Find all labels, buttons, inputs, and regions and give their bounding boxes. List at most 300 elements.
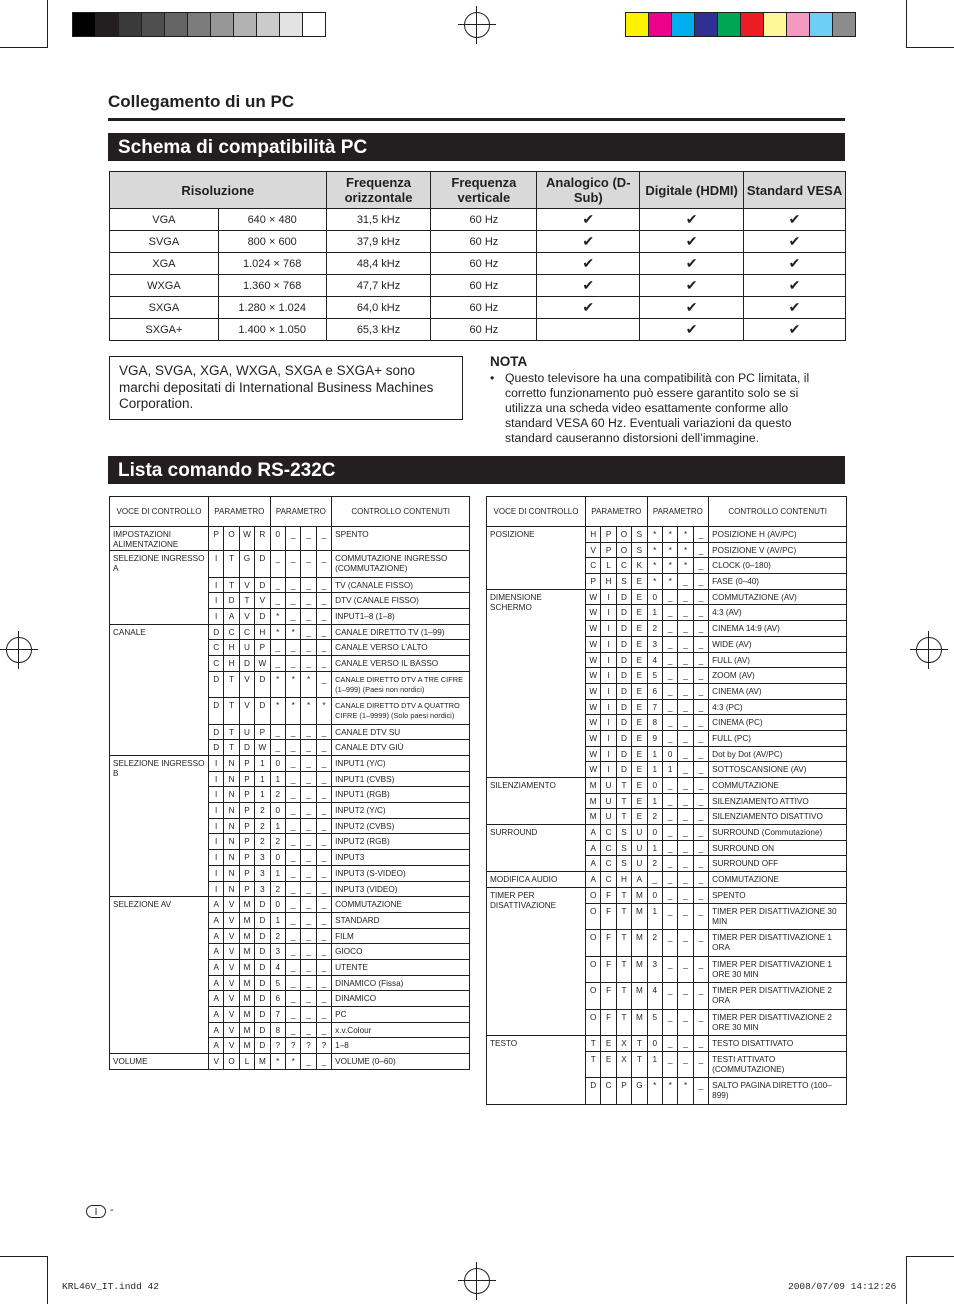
rs-param-char: T xyxy=(616,778,631,794)
rs-param-char: _ xyxy=(693,574,708,590)
rs-param-char: _ xyxy=(662,887,677,903)
rs-control-content: SPENTO xyxy=(332,527,470,551)
rs-param-char: G xyxy=(632,1078,647,1105)
rs-param-char: 1 xyxy=(647,605,662,621)
rs-param-char: _ xyxy=(662,636,677,652)
rs-control-label: MODIFICA AUDIO xyxy=(487,872,586,888)
rs-param-char: U xyxy=(632,840,647,856)
rs-param-char: M xyxy=(239,1007,254,1023)
rs-param-char: _ xyxy=(285,959,300,975)
rs-param-char: _ xyxy=(662,715,677,731)
digital-cell: ✔ xyxy=(640,319,744,341)
vesa-cell: ✔ xyxy=(744,253,846,275)
rs-param-char: N xyxy=(224,787,239,803)
rs-param-char: N xyxy=(224,865,239,881)
rs-param-char: P xyxy=(601,542,616,558)
rs-control-content: WIDE (AV) xyxy=(709,636,847,652)
rs-param-char: D xyxy=(616,652,631,668)
vesa-cell: ✔ xyxy=(744,319,846,341)
rs-command-row xyxy=(487,778,847,794)
analog-cell: ✔ xyxy=(537,253,640,275)
rs-param-char: T xyxy=(239,593,254,609)
rs-control-content: INPUT1–8 (1–8) xyxy=(332,608,470,624)
rs-param-char: I xyxy=(601,652,616,668)
rs-param-char: _ xyxy=(678,1051,693,1078)
rs-control-content: SILENZIAMENTO ATTIVO xyxy=(709,793,847,809)
rs-control-content: 4:3 (AV) xyxy=(709,605,847,621)
rs-control-content: INPUT2 (CVBS) xyxy=(332,818,470,834)
rs-param-char: O xyxy=(586,930,601,957)
rs-param-char: * xyxy=(678,542,693,558)
rs-control-content: DINAMICO (Fissa) xyxy=(332,975,470,991)
rs-param-char: M xyxy=(239,975,254,991)
rs-param-char: _ xyxy=(693,542,708,558)
rs-control-content: CANALE DIRETTO DTV A TRE CIFRE (1–999) (Paesi non nordici) xyxy=(332,671,470,698)
rs-control-content: COMMUTAZIONE xyxy=(709,872,847,888)
registration-mark-right xyxy=(910,631,948,669)
rs-param-char: P xyxy=(255,640,270,656)
rs-param-char: _ xyxy=(316,740,331,756)
digital-cell: ✔ xyxy=(640,253,744,275)
gray-swatch xyxy=(303,13,325,36)
rs-param-char: D xyxy=(616,589,631,605)
rs-param-char: _ xyxy=(316,865,331,881)
rs-param-char: M xyxy=(632,930,647,957)
rs-param-char: _ xyxy=(662,683,677,699)
rs-param-char: _ xyxy=(693,605,708,621)
rs-param-char: _ xyxy=(270,593,285,609)
rs-param-char: 1 xyxy=(270,771,285,787)
rs-param-char: D xyxy=(616,762,631,778)
gray-swatch xyxy=(234,13,257,36)
rs-control-content: SURROUND (Commutazione) xyxy=(709,825,847,841)
rs-param-char: E xyxy=(601,1051,616,1078)
rs-param-char: W xyxy=(255,740,270,756)
rs-param-char: W xyxy=(586,589,601,605)
digital-cell: ✔ xyxy=(640,231,744,253)
rs-control-content: TIMER PER DISATTIVAZIONE 1 ORA xyxy=(709,930,847,957)
rs-param-char: 0 xyxy=(270,897,285,913)
rs-param-char: V xyxy=(224,912,239,928)
rs-param-char: L xyxy=(601,558,616,574)
rs-param-char: F xyxy=(601,956,616,983)
process-color-bar xyxy=(625,12,856,37)
rs-param-char: _ xyxy=(678,903,693,930)
rs-param-char: _ xyxy=(693,872,708,888)
rs-param-char: U xyxy=(601,793,616,809)
rs-param-char: N xyxy=(224,881,239,897)
rs-param-char: _ xyxy=(693,887,708,903)
rs-param-char: * xyxy=(647,558,662,574)
rs-param-char: E xyxy=(632,605,647,621)
rs-param-char: T xyxy=(224,671,239,698)
rs-param-char: _ xyxy=(301,608,316,624)
process-swatch xyxy=(649,13,672,36)
rs-param-char: E xyxy=(632,574,647,590)
rs-param-char: U xyxy=(632,856,647,872)
rs-param-char: O xyxy=(224,527,239,551)
rs-param-char: _ xyxy=(693,558,708,574)
rs-param-char: S xyxy=(616,574,631,590)
rs-param-char: N xyxy=(224,850,239,866)
rs-param-char: D xyxy=(586,1078,601,1105)
rs-param-char: _ xyxy=(647,872,662,888)
rs-param-char: _ xyxy=(316,1007,331,1023)
rs-param-char: _ xyxy=(285,850,300,866)
rs-param-char: _ xyxy=(301,850,316,866)
rs-control-label: IMPOSTAZIONI ALIMENTAZIONE xyxy=(110,527,209,551)
rs-param-char: D xyxy=(239,740,254,756)
rs-control-content: INPUT3 (S-VIDEO) xyxy=(332,865,470,881)
rs-param-char: V xyxy=(224,944,239,960)
registration-mark-left xyxy=(0,631,38,669)
rs-param-char: I xyxy=(209,803,224,819)
rs-param-char: _ xyxy=(301,577,316,593)
rs-control-content: CANALE DIRETTO DTV A QUATTRO CIFRE (1–9999) (Solo paesi nordici) xyxy=(332,698,470,725)
rs-param-char: _ xyxy=(678,840,693,856)
rs-param-char: 2 xyxy=(255,818,270,834)
gray-swatch xyxy=(165,13,188,36)
rs-param-char: _ xyxy=(693,746,708,762)
rs-param-char: _ xyxy=(285,881,300,897)
rs-param-char: 6 xyxy=(270,991,285,1007)
rs-control-content: Dot by Dot (AV/PC) xyxy=(709,746,847,762)
rs-param-char: _ xyxy=(270,551,285,578)
rs-param-char: N xyxy=(224,803,239,819)
rs-param-char: D xyxy=(616,699,631,715)
rs-control-content: TIMER PER DISATTIVAZIONE 30 MIN xyxy=(709,903,847,930)
rs-param-char: V xyxy=(239,698,254,725)
rs-param-char: D xyxy=(255,698,270,725)
process-swatch xyxy=(787,13,810,36)
rs-param-char: E xyxy=(632,683,647,699)
rs-param-char: 2 xyxy=(647,930,662,957)
rs-param-char: _ xyxy=(316,881,331,897)
rs-param-char: A xyxy=(632,872,647,888)
rs-param-char: L xyxy=(239,1054,254,1070)
rs-param-char: K xyxy=(632,558,647,574)
rs-param-char: 1 xyxy=(255,756,270,772)
rs-param-char: _ xyxy=(662,956,677,983)
rs-param-char: P xyxy=(239,787,254,803)
rs-param-char: P xyxy=(239,818,254,834)
rs-param-char: _ xyxy=(678,809,693,825)
rs-param-char: ? xyxy=(270,1038,285,1054)
rs-param-char: * xyxy=(678,527,693,543)
rs-param-char: _ xyxy=(301,740,316,756)
mode-cell: SVGA xyxy=(110,231,219,253)
rs-param-char: _ xyxy=(301,959,316,975)
rs-param-char: _ xyxy=(678,589,693,605)
rs-param-char: U xyxy=(239,640,254,656)
rs-param-char: D xyxy=(255,1038,270,1054)
rs-param-char: E xyxy=(632,746,647,762)
rs-control-content: GIOCO xyxy=(332,944,470,960)
rs-param-char: T xyxy=(224,698,239,725)
rs-param-char: _ xyxy=(301,640,316,656)
rs-param-char: 1 xyxy=(647,746,662,762)
rs-control-content: COMMUTAZIONE xyxy=(709,778,847,794)
rs-param-char: I xyxy=(209,787,224,803)
pc-table-row xyxy=(110,319,846,341)
mode-cell: VGA xyxy=(110,209,219,231)
resolution-cell: 640 × 480 xyxy=(218,209,326,231)
rs-param-char: I xyxy=(209,756,224,772)
rs-param-char: E xyxy=(632,715,647,731)
pc-table-row xyxy=(110,275,846,297)
rs-param-char: I xyxy=(209,551,224,578)
rs-param-char: _ xyxy=(662,668,677,684)
gray-swatch xyxy=(96,13,119,36)
rs-param-char: V xyxy=(239,577,254,593)
rs-param-char: _ xyxy=(693,1009,708,1036)
pc-table-row xyxy=(110,209,846,231)
rs-param-char: P xyxy=(616,1078,631,1105)
rs-param-char: T xyxy=(616,983,631,1010)
rs-control-label: SELEZIONE AV xyxy=(110,897,209,1054)
rs-param-char: _ xyxy=(285,818,300,834)
digital-cell: ✔ xyxy=(640,297,744,319)
rs-param-char: A xyxy=(209,1022,224,1038)
pc-table-row xyxy=(110,297,846,319)
rs-param-char: D xyxy=(224,593,239,609)
rs-param-char: E xyxy=(632,778,647,794)
rs-control-content: STANDARD xyxy=(332,912,470,928)
rs-param-char: P xyxy=(239,865,254,881)
rs-param-char: _ xyxy=(316,1022,331,1038)
rs-param-char: * xyxy=(285,624,300,640)
rs-param-char: D xyxy=(616,746,631,762)
rs-param-char: A xyxy=(586,825,601,841)
rs-param-char: E xyxy=(632,621,647,637)
rs-param-char: U xyxy=(601,809,616,825)
rs-param-char: _ xyxy=(285,912,300,928)
rs-control-content: INPUT2 (RGB) xyxy=(332,834,470,850)
rs-control-content: DINAMICO xyxy=(332,991,470,1007)
process-swatch xyxy=(626,13,649,36)
rs-param-char: _ xyxy=(285,724,300,740)
rs-param-char: T xyxy=(586,1051,601,1078)
rs-param-char: ? xyxy=(285,1038,300,1054)
grayscale-color-bar xyxy=(72,12,326,37)
rs-param-char: E xyxy=(632,699,647,715)
rs-param-char: * xyxy=(662,558,677,574)
freq-v-cell: 60 Hz xyxy=(431,275,537,297)
rs-param-char: D xyxy=(616,621,631,637)
process-swatch xyxy=(695,13,718,36)
rs-param-char: _ xyxy=(662,652,677,668)
rs-param-char: _ xyxy=(316,640,331,656)
rs-param-char: _ xyxy=(693,621,708,637)
footer-date: 2008/07/09 14:12:26 xyxy=(788,1281,897,1292)
rs-param-char: _ xyxy=(678,856,693,872)
rs-param-char: _ xyxy=(316,593,331,609)
rs-param-char: _ xyxy=(693,668,708,684)
rs-control-label: POSIZIONE xyxy=(487,527,586,590)
rs-param-char: _ xyxy=(678,778,693,794)
rs-param-char: _ xyxy=(285,756,300,772)
rs-param-char: M xyxy=(239,959,254,975)
rs-param-char: T xyxy=(616,956,631,983)
page-number: I xyxy=(86,1205,106,1218)
rs-param-char: A xyxy=(586,856,601,872)
rs-param-char: A xyxy=(209,928,224,944)
rs-param-char: 3 xyxy=(270,944,285,960)
rs-param-char: W xyxy=(586,636,601,652)
rs-param-char: _ xyxy=(316,1054,331,1070)
rs-param-char: P xyxy=(239,834,254,850)
rs-param-char: _ xyxy=(662,621,677,637)
rs-param-char: 3 xyxy=(255,881,270,897)
rs-param-char: _ xyxy=(285,1007,300,1023)
rs-param-char: E xyxy=(632,809,647,825)
rs-param-char: _ xyxy=(662,778,677,794)
rs-param-char: I xyxy=(209,771,224,787)
rs-param-char: P xyxy=(239,756,254,772)
header-vesa: Standard VESA xyxy=(744,172,846,209)
rs-param-char: _ xyxy=(301,865,316,881)
rs-param-char: N xyxy=(224,818,239,834)
rs-param-char: 2 xyxy=(270,787,285,803)
rs-param-char: _ xyxy=(285,944,300,960)
rs-param-char: C xyxy=(239,624,254,640)
rs-param-char: _ xyxy=(662,793,677,809)
rs-param-char: M xyxy=(239,1038,254,1054)
rs-param-char: P xyxy=(239,803,254,819)
registration-mark-bottom xyxy=(458,1262,496,1300)
rs-param-char: 8 xyxy=(270,1022,285,1038)
footer-file: KRL46V_IT.indd 42 xyxy=(62,1281,159,1292)
rs-control-content: CANALE DTV GIÙ xyxy=(332,740,470,756)
rs-param-char: O xyxy=(616,542,631,558)
rs-param-char: I xyxy=(601,589,616,605)
rs-param-char: * xyxy=(285,671,300,698)
rs-param-char: _ xyxy=(678,1036,693,1052)
rs-param-char: _ xyxy=(678,1009,693,1036)
rs-command-row xyxy=(110,897,470,913)
rs-param-char: T xyxy=(616,1009,631,1036)
rs-param-char: D xyxy=(209,740,224,756)
rs-param-char: G xyxy=(239,551,254,578)
rs-param-char: _ xyxy=(693,983,708,1010)
rs-param-char: * xyxy=(270,608,285,624)
process-swatch xyxy=(741,13,764,36)
rs-param-char: _ xyxy=(693,1078,708,1105)
rs-param-char: D xyxy=(209,671,224,698)
rs-param-char: _ xyxy=(285,991,300,1007)
rs-param-char: _ xyxy=(285,897,300,913)
rs-param-char: _ xyxy=(693,730,708,746)
rs-param-char: T xyxy=(224,577,239,593)
rs-param-char: * xyxy=(647,1078,662,1105)
rs-param-char: _ xyxy=(270,724,285,740)
rs-param-char: _ xyxy=(693,1036,708,1052)
rs-param-char: A xyxy=(586,840,601,856)
rs-param-char: _ xyxy=(285,1022,300,1038)
rs-control-content: ZOOM (AV) xyxy=(709,668,847,684)
rs-control-content: FULL (PC) xyxy=(709,730,847,746)
nota-body xyxy=(490,371,830,446)
rs-param-char: 6 xyxy=(647,683,662,699)
rs-param-char: _ xyxy=(285,787,300,803)
rs-param-char: O xyxy=(616,527,631,543)
rs-param-char: 2 xyxy=(270,928,285,944)
rs-control-content: FULL (AV) xyxy=(709,652,847,668)
rs-param-char: W xyxy=(586,746,601,762)
rs-param-char: S xyxy=(632,542,647,558)
rs-param-char: _ xyxy=(316,671,331,698)
rs-param-char: 5 xyxy=(270,975,285,991)
mode-cell: XGA xyxy=(110,253,219,275)
rs-param-char: _ xyxy=(693,809,708,825)
rs-param-char: 3 xyxy=(647,956,662,983)
resolution-cell: 1.024 × 768 xyxy=(218,253,326,275)
rs-param-char: 1 xyxy=(255,771,270,787)
rs-param-char: D xyxy=(239,655,254,671)
rs-param-char: U xyxy=(601,778,616,794)
rs-param-char: D xyxy=(255,975,270,991)
mode-cell: WXGA xyxy=(110,275,219,297)
rs-param-char: _ xyxy=(301,756,316,772)
freq-h-cell: 64,0 kHz xyxy=(326,297,431,319)
rs-param-char: * xyxy=(678,558,693,574)
pc-compat-table xyxy=(109,171,846,341)
rs-param-char: 1 xyxy=(647,840,662,856)
rs-param-char: M xyxy=(586,809,601,825)
rs-param-char: V xyxy=(224,975,239,991)
rs-param-char: V xyxy=(224,897,239,913)
process-swatch xyxy=(764,13,787,36)
rs-control-content: TIMER PER DISATTIVAZIONE 2 ORA xyxy=(709,983,847,1010)
rs-param-char: I xyxy=(209,850,224,866)
rs-param-char: C xyxy=(209,640,224,656)
rs-control-content: TIMER PER DISATTIVAZIONE 2 ORE 30 MIN xyxy=(709,1009,847,1036)
rs-param-char: _ xyxy=(285,577,300,593)
rs-param-char: S xyxy=(616,825,631,841)
rs-param-char: W xyxy=(586,683,601,699)
rs-header-param1: PARAMETRO xyxy=(586,497,648,527)
rs-param-char: W xyxy=(239,527,254,551)
rs-param-char: 1 xyxy=(662,762,677,778)
rs-param-char: C xyxy=(601,872,616,888)
rs-param-char: O xyxy=(586,956,601,983)
rs-param-char: V xyxy=(586,542,601,558)
rs-control-label: SILENZIAMENTO xyxy=(487,778,586,825)
rs-param-char: * xyxy=(662,542,677,558)
rs-param-char: S xyxy=(632,527,647,543)
rs-control-content: FASE (0–40) xyxy=(709,574,847,590)
rs-param-char: * xyxy=(270,624,285,640)
rs-param-char: 1 xyxy=(647,762,662,778)
rs-param-char: _ xyxy=(301,527,316,551)
rs-param-char: F xyxy=(601,887,616,903)
gray-swatch xyxy=(119,13,142,36)
rs-param-char: D xyxy=(616,683,631,699)
rs-param-char: M xyxy=(239,991,254,1007)
rs-param-char: H xyxy=(224,655,239,671)
rs-param-char: _ xyxy=(678,652,693,668)
rs-control-content: SURROUND OFF xyxy=(709,856,847,872)
rs-param-char: _ xyxy=(285,928,300,944)
rs-param-char: _ xyxy=(316,624,331,640)
rs-param-char: _ xyxy=(285,803,300,819)
rs-param-char: ? xyxy=(301,1038,316,1054)
rs-param-char: _ xyxy=(301,655,316,671)
vesa-cell: ✔ xyxy=(744,297,846,319)
rs-param-char: A xyxy=(209,1038,224,1054)
rs-command-row xyxy=(110,624,470,640)
rs-command-row xyxy=(487,887,847,903)
